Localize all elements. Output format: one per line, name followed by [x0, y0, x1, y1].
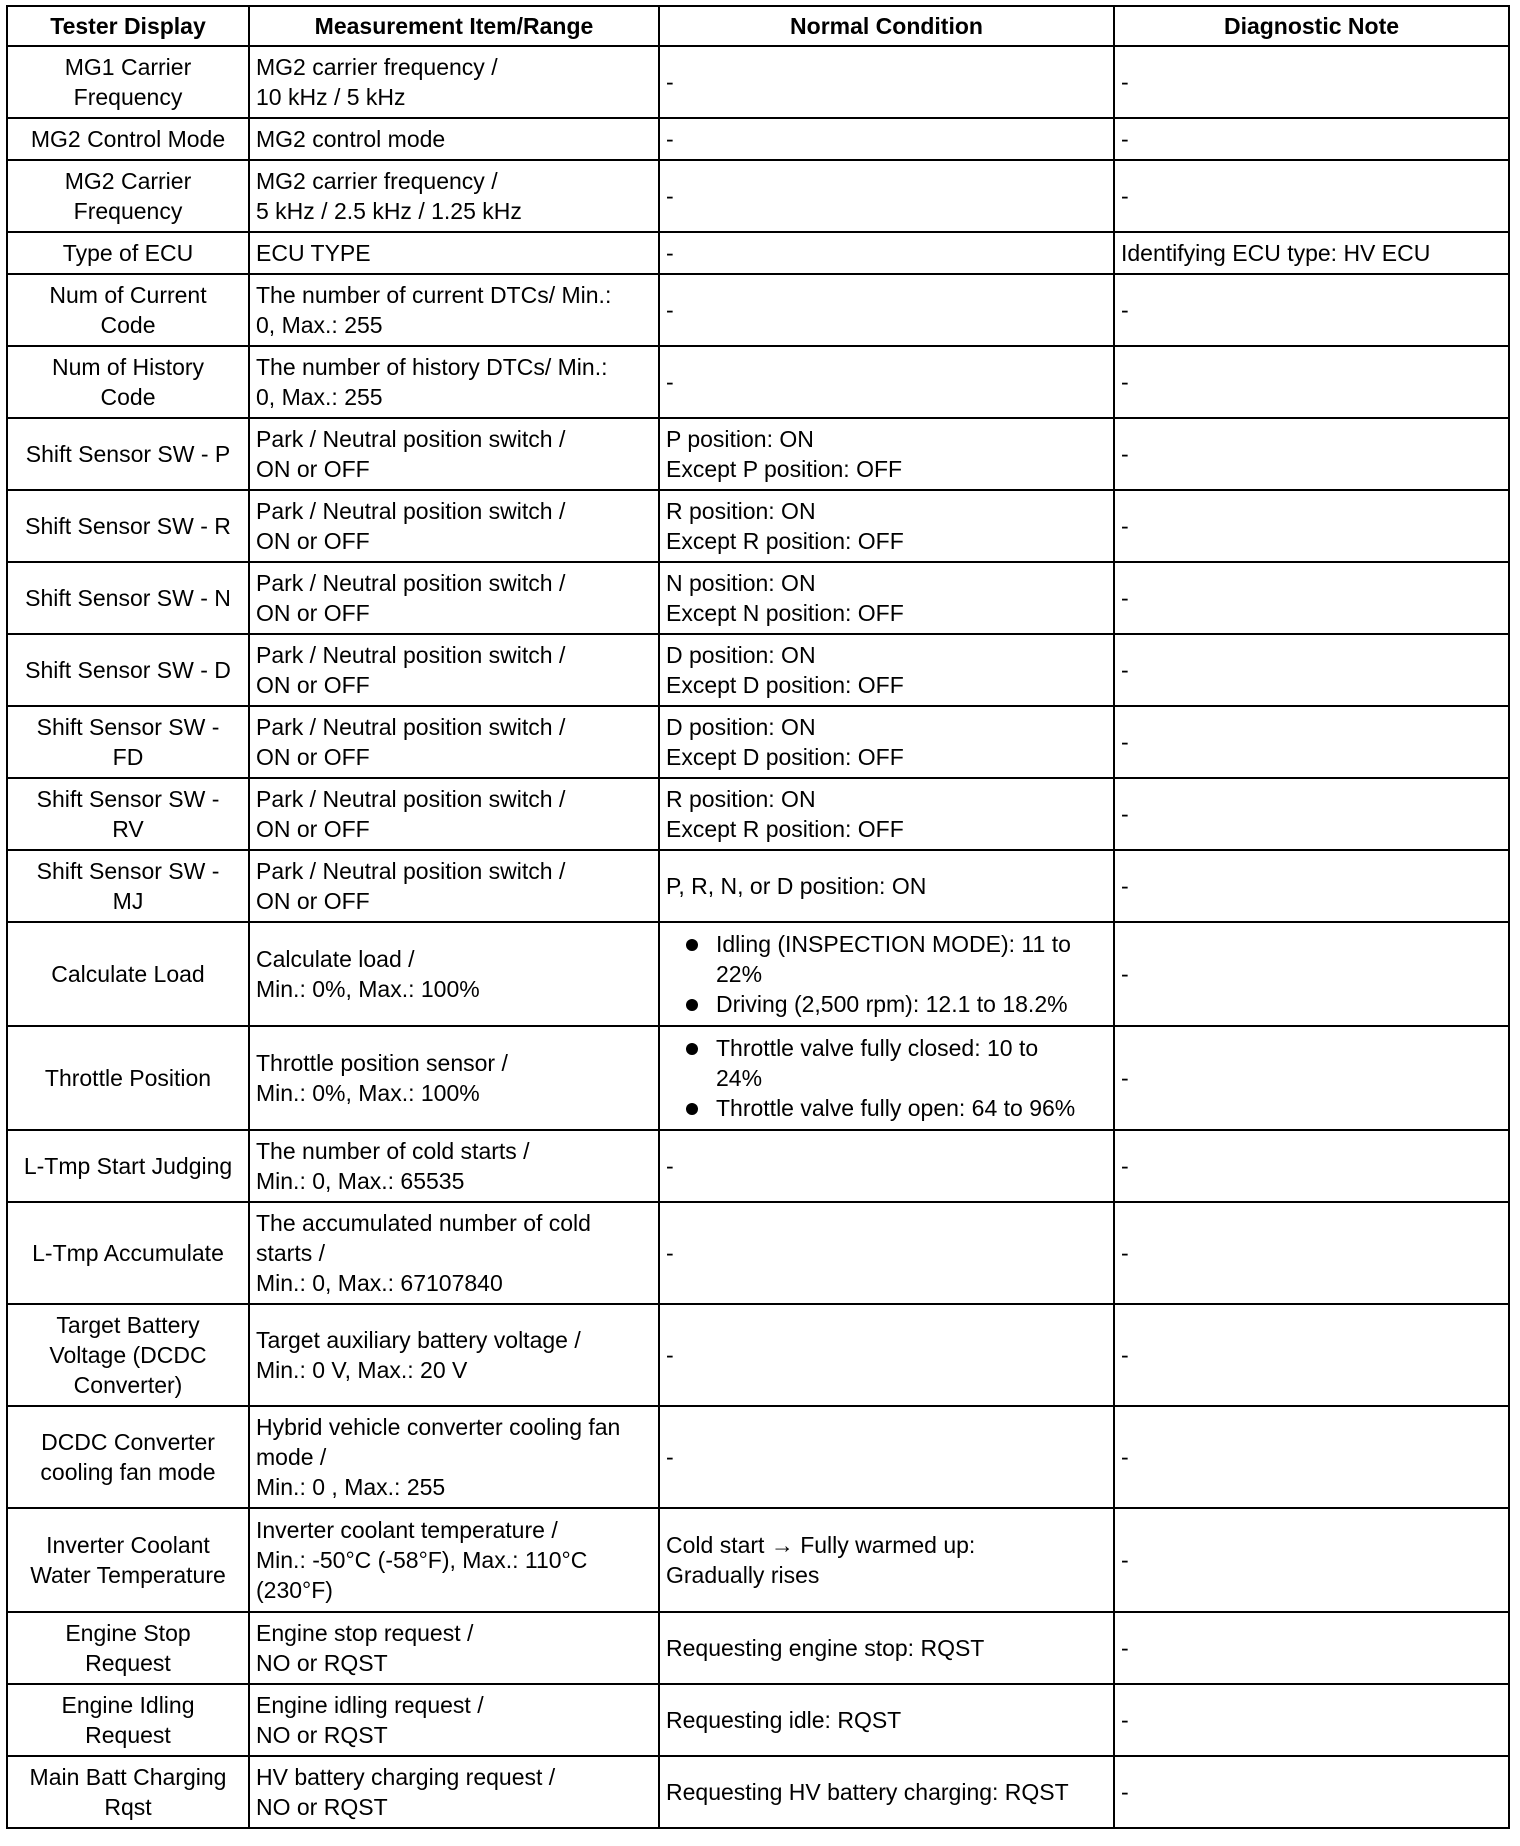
tester-display-cell-line: Throttle Position: [44, 1065, 212, 1091]
measurement-item-cell-line: NO or RQST: [256, 1722, 388, 1748]
normal-condition-cell: [659, 778, 1114, 850]
diagnostic-note-cell: [1114, 418, 1509, 490]
measurement-item-cell-line: Hybrid vehicle converter cooling fan: [256, 1414, 621, 1440]
table-row: [7, 490, 1509, 562]
tester-display-cell: [7, 118, 249, 160]
bullet-item-line: Throttle valve fully open: 64 to 96%: [716, 1095, 1076, 1121]
tester-display-cell-line: Target Battery: [56, 1312, 200, 1338]
diagnostic-note-cell: [1114, 922, 1509, 1026]
tester-display-cell: [7, 232, 249, 274]
measurement-item-cell: [249, 778, 659, 850]
measurement-item-cell-line: ON or OFF: [256, 528, 370, 554]
tester-display-cell: [7, 634, 249, 706]
diagnostic-note-cell: [1114, 1202, 1509, 1304]
tester-display-cell-line: DCDC Converter: [41, 1429, 215, 1455]
diagnostic-note-cell-line: -: [1121, 1444, 1129, 1470]
measurement-item-cell-line: MG2 control mode: [256, 126, 446, 152]
measurement-item-cell: [249, 1756, 659, 1828]
tester-display-cell: [7, 490, 249, 562]
tester-display-cell-line: Calculate Load: [51, 961, 205, 987]
measurement-item-cell: [249, 634, 659, 706]
measurement-item-cell: [249, 1026, 659, 1130]
normal-condition-cell-line: Except D position: OFF: [666, 744, 904, 770]
diagnostic-note-cell-line: -: [1121, 1547, 1129, 1573]
normal-condition-cell-line: -: [666, 369, 674, 395]
diagnostic-note-cell: [1114, 850, 1509, 922]
tester-display-cell: [7, 850, 249, 922]
normal-condition-cell-line: Except R position: OFF: [666, 528, 904, 554]
measurement-item-cell: [249, 562, 659, 634]
normal-condition-cell-line: -: [666, 1444, 674, 1470]
table-row: [7, 778, 1509, 850]
tester-display-cell-line: MG2 Carrier: [64, 168, 192, 194]
measurement-item-cell: [249, 274, 659, 346]
normal-condition-cell: [659, 634, 1114, 706]
tester-display-cell: [7, 274, 249, 346]
measurement-item-cell: [249, 1406, 659, 1508]
measurement-item-cell-line: NO or RQST: [256, 1650, 388, 1676]
diagnostic-note-cell-line: -: [1121, 1153, 1129, 1179]
normal-condition-cell-line: P position: ON: [666, 426, 814, 452]
normal-condition-cell-line: -: [666, 69, 674, 95]
measurement-item-cell-line: Park / Neutral position switch /: [256, 714, 566, 740]
tester-display-cell: [7, 160, 249, 232]
diagnostic-note-cell-line: -: [1121, 441, 1129, 467]
measurement-item-cell-line: Min.: 0%, Max.: 100%: [256, 1080, 480, 1106]
diagnostic-note-cell-line: -: [1121, 513, 1129, 539]
measurement-item-cell-line: The number of current DTCs/ Min.:: [256, 282, 612, 308]
normal-condition-cell: [659, 1304, 1114, 1406]
tester-display-cell-line: Shift Sensor SW - D: [25, 657, 231, 683]
normal-condition-cell: [659, 562, 1114, 634]
tester-display-cell-line: Shift Sensor SW - R: [25, 513, 231, 539]
measurement-item-cell-line: Min.: -50°C (-58°F), Max.: 110°C: [256, 1547, 588, 1573]
measurement-item-cell-line: ON or OFF: [256, 672, 370, 698]
diagnostic-note-cell: [1114, 490, 1509, 562]
normal-condition-cell-line: D position: ON: [666, 714, 816, 740]
normal-condition-cell-line: Gradually rises: [666, 1562, 820, 1588]
normal-condition-cell-line: -: [666, 1240, 674, 1266]
tester-display-cell: [7, 1612, 249, 1684]
table-row: [7, 232, 1509, 274]
normal-condition-cell-line: D position: ON: [666, 642, 816, 668]
normal-condition-cell: [659, 922, 1114, 1026]
normal-condition-cell-line: R position: ON: [666, 786, 816, 812]
measurement-item-cell: [249, 1684, 659, 1756]
tester-display-cell-line: Shift Sensor SW -: [36, 858, 220, 884]
tester-display-cell-line: Num of Current: [49, 282, 207, 308]
tester-display-cell-line: Shift Sensor SW -: [36, 714, 220, 740]
bullet-item-line: Idling (INSPECTION MODE): 11 to: [716, 931, 1071, 957]
diagnostic-note-cell-line: -: [1121, 961, 1129, 987]
tester-display-cell-line: RV: [112, 816, 144, 842]
tester-display-cell: [7, 562, 249, 634]
measurement-item-cell: [249, 346, 659, 418]
tester-display-cell: [7, 1756, 249, 1828]
measurement-item-cell-line: Engine idling request /: [256, 1692, 484, 1718]
table-body: [7, 46, 1509, 1828]
normal-condition-cell: [659, 1026, 1114, 1130]
measurement-item-cell-line: Park / Neutral position switch /: [256, 426, 566, 452]
measurement-item-cell-line: ON or OFF: [256, 600, 370, 626]
normal-condition-cell-line: Except P position: OFF: [666, 456, 903, 482]
diagnostic-note-cell: [1114, 706, 1509, 778]
table-row: [7, 850, 1509, 922]
table-header-row: [7, 6, 1509, 46]
tester-display-cell-line: Water Temperature: [30, 1562, 226, 1588]
tester-display-cell-line: L-Tmp Accumulate: [32, 1240, 224, 1266]
tester-display-cell-line: Converter): [73, 1372, 183, 1398]
bullet-item: [684, 1093, 1107, 1123]
spec-table: [6, 5, 1510, 1829]
normal-condition-cell: [659, 274, 1114, 346]
normal-condition-cell: [659, 490, 1114, 562]
tester-display-cell: [7, 1684, 249, 1756]
tester-display-cell: [7, 706, 249, 778]
normal-condition-cell: [659, 346, 1114, 418]
bullet-list: [666, 929, 1107, 1019]
bullet-item: [684, 929, 1107, 989]
measurement-item-cell-line: 10 kHz / 5 kHz: [256, 84, 406, 110]
diagnostic-note-cell: [1114, 346, 1509, 418]
normal-condition-cell: [659, 1202, 1114, 1304]
tester-display-cell: [7, 1304, 249, 1406]
measurement-item-cell: [249, 46, 659, 118]
table-row: [7, 1684, 1509, 1756]
measurement-item-cell-line: starts /: [256, 1240, 326, 1266]
normal-condition-cell: [659, 160, 1114, 232]
measurement-item-cell-line: MG2 carrier frequency /: [256, 54, 498, 80]
measurement-item-cell-line: Park / Neutral position switch /: [256, 570, 566, 596]
tester-display-cell-line: Shift Sensor SW - P: [25, 441, 231, 467]
normal-condition-cell: [659, 1756, 1114, 1828]
normal-condition-cell-line: Except D position: OFF: [666, 672, 904, 698]
normal-condition-cell: [659, 706, 1114, 778]
measurement-item-cell-line: The number of history DTCs/ Min.:: [256, 354, 608, 380]
tester-display-cell-line: MG2 Control Mode: [30, 126, 226, 152]
tester-display-cell: [7, 1202, 249, 1304]
measurement-item-cell-line: ON or OFF: [256, 744, 370, 770]
table-row: [7, 274, 1509, 346]
tester-display-cell: [7, 1508, 249, 1612]
diagnostic-note-cell-line: -: [1121, 1065, 1129, 1091]
normal-condition-cell-line: Requesting engine stop: RQST: [666, 1635, 985, 1661]
table-row: [7, 706, 1509, 778]
tester-display-cell: [7, 922, 249, 1026]
diagnostic-note-cell: [1114, 1026, 1509, 1130]
normal-condition-cell-line: P, R, N, or D position: ON: [666, 873, 927, 899]
measurement-item-cell-line: 0, Max.: 255: [256, 384, 383, 410]
tester-display-cell-line: Frequency: [73, 84, 183, 110]
diagnostic-note-cell-line: -: [1121, 297, 1129, 323]
tester-display-cell-line: Main Batt Charging: [29, 1764, 227, 1790]
diagnostic-note-cell-line: -: [1121, 801, 1129, 827]
normal-condition-cell-line: Cold start → Fully warmed up:: [666, 1532, 976, 1558]
measurement-item-cell-line: HV battery charging request /: [256, 1764, 556, 1790]
diagnostic-note-cell: [1114, 1304, 1509, 1406]
measurement-item-cell: [249, 922, 659, 1026]
table-row: [7, 1026, 1509, 1130]
measurement-item-cell-line: Calculate load /: [256, 946, 415, 972]
normal-condition-cell-line: Requesting idle: RQST: [666, 1707, 902, 1733]
measurement-item-cell-line: 5 kHz / 2.5 kHz / 1.25 kHz: [256, 198, 522, 224]
diagnostic-note-cell: [1114, 274, 1509, 346]
normal-condition-cell: [659, 1612, 1114, 1684]
measurement-item-cell-line: Min.: 0%, Max.: 100%: [256, 976, 480, 1002]
tester-display-cell-line: Type of ECU: [62, 240, 194, 266]
diagnostic-note-cell: [1114, 778, 1509, 850]
diagnostic-note-cell-line: -: [1121, 1779, 1129, 1805]
diagnostic-note-cell: [1114, 1684, 1509, 1756]
measurement-item-cell-line: Park / Neutral position switch /: [256, 498, 566, 524]
bullet-item: [684, 989, 1107, 1019]
table-row: [7, 1756, 1509, 1828]
tester-display-cell-line: Voltage (DCDC: [49, 1342, 207, 1368]
tester-display-cell-line: Request: [85, 1722, 171, 1748]
normal-condition-cell: [659, 232, 1114, 274]
measurement-item-cell: [249, 1612, 659, 1684]
normal-condition-cell-line: Except R position: OFF: [666, 816, 904, 842]
normal-condition-cell-line: Requesting HV battery charging: RQST: [666, 1779, 1069, 1805]
measurement-item-cell-line: Park / Neutral position switch /: [256, 786, 566, 812]
measurement-item-cell-line: Park / Neutral position switch /: [256, 858, 566, 884]
diagnostic-note-cell-line: -: [1121, 183, 1129, 209]
diagnostic-note-cell: [1114, 46, 1509, 118]
table-row: [7, 562, 1509, 634]
normal-condition-cell-line: -: [666, 126, 674, 152]
tester-display-cell-line: L-Tmp Start Judging: [23, 1153, 233, 1179]
normal-condition-cell: [659, 46, 1114, 118]
table-row: [7, 46, 1509, 118]
measurement-item-cell-line: ON or OFF: [256, 888, 370, 914]
table-row: [7, 346, 1509, 418]
diagnostic-note-cell: [1114, 1130, 1509, 1202]
measurement-item-cell: [249, 1202, 659, 1304]
measurement-item-cell: [249, 1508, 659, 1612]
tester-display-cell: [7, 1130, 249, 1202]
normal-condition-cell-line: R position: ON: [666, 498, 816, 524]
tester-display-cell: [7, 46, 249, 118]
table-row: [7, 1612, 1509, 1684]
diagnostic-note-cell: [1114, 1508, 1509, 1612]
diagnostic-note-cell: [1114, 1612, 1509, 1684]
normal-condition-cell-line: -: [666, 183, 674, 209]
header-normal-condition: Normal Condition: [659, 6, 1114, 46]
tester-display-cell-line: Request: [85, 1650, 171, 1676]
measurement-item-cell: [249, 118, 659, 160]
table-row: [7, 160, 1509, 232]
diagnostic-note-cell-line: -: [1121, 585, 1129, 611]
measurement-item-cell-line: Min.: 0, Max.: 65535: [256, 1168, 465, 1194]
bullet-item-line: 22%: [716, 961, 763, 987]
tester-display-cell-line: Code: [100, 312, 156, 338]
diagnostic-note-cell-line: -: [1121, 1635, 1129, 1661]
tester-display-cell: [7, 418, 249, 490]
diagnostic-note-cell: [1114, 1756, 1509, 1828]
normal-condition-cell: [659, 1130, 1114, 1202]
tester-display-cell: [7, 346, 249, 418]
tester-display-cell: [7, 778, 249, 850]
tester-display-cell-line: Shift Sensor SW - N: [25, 585, 231, 611]
measurement-item-cell: [249, 1304, 659, 1406]
header-diagnostic-note: Diagnostic Note: [1114, 6, 1509, 46]
table-row: [7, 418, 1509, 490]
diagnostic-note-cell: [1114, 118, 1509, 160]
diagnostic-note-cell-line: -: [1121, 1707, 1129, 1733]
measurement-item-cell-line: Min.: 0, Max.: 67107840: [256, 1270, 503, 1296]
bullet-item-line: Driving (2,500 rpm): 12.1 to 18.2%: [716, 991, 1068, 1017]
diagnostic-note-cell-line: -: [1121, 69, 1129, 95]
header-measurement-item: Measurement Item/Range: [249, 6, 659, 46]
diagnostic-note-cell-line: -: [1121, 873, 1129, 899]
table-row: [7, 1304, 1509, 1406]
measurement-item-cell-line: The number of cold starts /: [256, 1138, 530, 1164]
table-row: [7, 1406, 1509, 1508]
measurement-item-cell: [249, 1130, 659, 1202]
tester-display-cell-line: Engine Idling: [61, 1692, 195, 1718]
tester-display-cell-line: Shift Sensor SW -: [36, 786, 220, 812]
diagnostic-note-cell: [1114, 562, 1509, 634]
measurement-item-cell: [249, 160, 659, 232]
table-row: [7, 118, 1509, 160]
normal-condition-cell-line: -: [666, 240, 674, 266]
measurement-item-cell-line: (230°F): [256, 1577, 333, 1603]
measurement-item-cell: [249, 418, 659, 490]
diagnostic-note-cell: [1114, 1406, 1509, 1508]
diagnostic-note-cell: [1114, 634, 1509, 706]
normal-condition-cell: [659, 418, 1114, 490]
table-row: [7, 1130, 1509, 1202]
measurement-item-cell: [249, 490, 659, 562]
measurement-item-cell-line: ECU TYPE: [256, 240, 371, 266]
measurement-item-cell-line: ON or OFF: [256, 816, 370, 842]
normal-condition-cell-line: -: [666, 1342, 674, 1368]
bullet-item-line: Throttle valve fully closed: 10 to: [716, 1035, 1039, 1061]
normal-condition-cell-line: Except N position: OFF: [666, 600, 904, 626]
measurement-item-cell-line: Throttle position sensor /: [256, 1050, 508, 1076]
measurement-item-cell-line: 0, Max.: 255: [256, 312, 383, 338]
diagnostic-note-cell-line: -: [1121, 369, 1129, 395]
measurement-item-cell-line: Target auxiliary battery voltage /: [256, 1327, 581, 1353]
normal-condition-cell: [659, 1406, 1114, 1508]
normal-condition-cell-line: -: [666, 297, 674, 323]
tester-display-cell-line: Inverter Coolant: [46, 1532, 210, 1558]
normal-condition-cell: [659, 118, 1114, 160]
measurement-item-cell: [249, 850, 659, 922]
table-row: [7, 1202, 1509, 1304]
measurement-item-cell: [249, 232, 659, 274]
diagnostic-note-cell-line: -: [1121, 126, 1129, 152]
diagnostic-note-cell-line: -: [1121, 729, 1129, 755]
tester-display-cell-line: Num of History: [51, 354, 205, 380]
diagnostic-note-cell: [1114, 160, 1509, 232]
tester-display-cell-line: FD: [112, 744, 144, 770]
measurement-item-cell: [249, 706, 659, 778]
tester-display-cell: [7, 1406, 249, 1508]
measurement-item-cell-line: Inverter coolant temperature /: [256, 1517, 558, 1543]
bullet-item-line: 24%: [716, 1065, 763, 1091]
bullet-item: [684, 1033, 1107, 1093]
table-row: [7, 634, 1509, 706]
diagnostic-note-cell-line: Identifying ECU type: HV ECU: [1121, 240, 1431, 266]
table-row: [7, 1508, 1509, 1612]
tester-display-cell-line: Code: [100, 384, 156, 410]
measurement-item-cell-line: ON or OFF: [256, 456, 370, 482]
normal-condition-cell-line: N position: ON: [666, 570, 816, 596]
diagnostic-note-cell: [1114, 232, 1509, 274]
measurement-item-cell-line: Engine stop request /: [256, 1620, 474, 1646]
normal-condition-cell: [659, 1508, 1114, 1612]
measurement-item-cell-line: Park / Neutral position switch /: [256, 642, 566, 668]
measurement-item-cell-line: mode /: [256, 1444, 327, 1470]
measurement-item-cell-line: The accumulated number of cold: [256, 1210, 591, 1236]
tester-display-cell-line: cooling fan mode: [40, 1459, 216, 1485]
normal-condition-cell: [659, 850, 1114, 922]
diagnostic-note-cell-line: -: [1121, 1240, 1129, 1266]
table-row: [7, 922, 1509, 1026]
measurement-item-cell-line: Min.: 0 , Max.: 255: [256, 1474, 446, 1500]
header-tester-display: Tester Display: [7, 6, 249, 46]
tester-display-cell-line: MG1 Carrier: [64, 54, 192, 80]
measurement-item-cell-line: NO or RQST: [256, 1794, 388, 1820]
measurement-item-cell-line: Min.: 0 V, Max.: 20 V: [256, 1357, 468, 1383]
tester-display-cell-line: MJ: [112, 888, 144, 914]
tester-display-cell-line: Engine Stop: [65, 1620, 191, 1646]
tester-display-cell-line: Frequency: [73, 198, 183, 224]
tester-display-cell-line: Rqst: [104, 1794, 152, 1820]
tester-display-cell: [7, 1026, 249, 1130]
normal-condition-cell: [659, 1684, 1114, 1756]
normal-condition-cell-line: -: [666, 1153, 674, 1179]
measurement-item-cell-line: MG2 carrier frequency /: [256, 168, 498, 194]
bullet-list: [666, 1033, 1107, 1123]
diagnostic-note-cell-line: -: [1121, 657, 1129, 683]
diagnostic-note-cell-line: -: [1121, 1342, 1129, 1368]
